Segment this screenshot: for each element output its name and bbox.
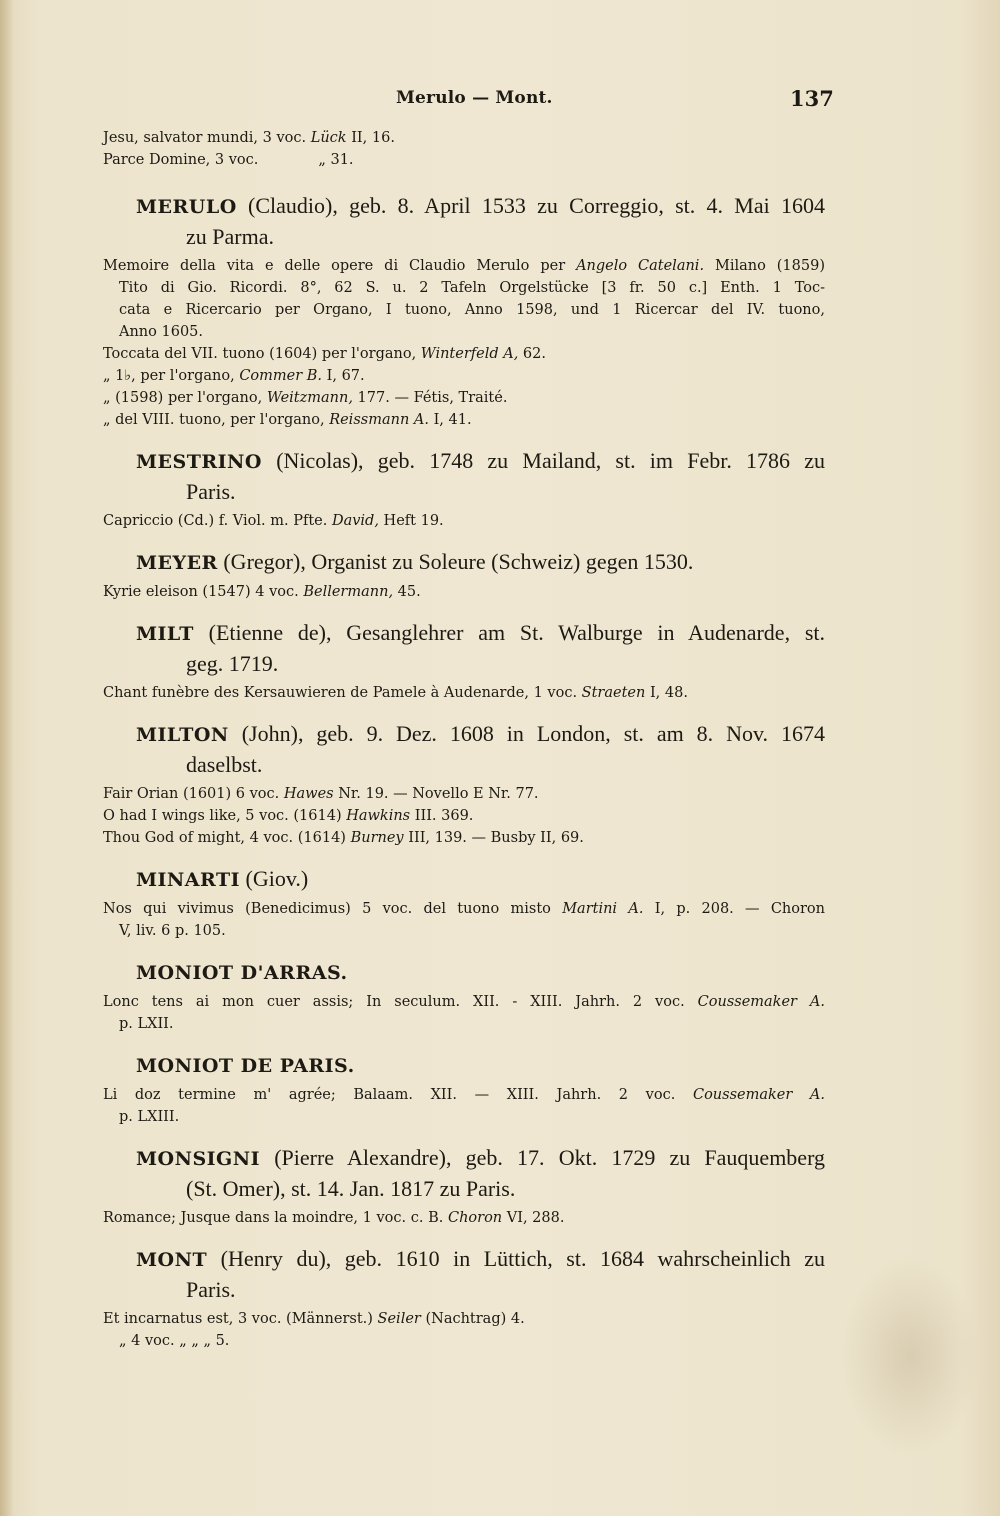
work-source: Choron (447, 1210, 503, 1226)
entry-heading (103, 446, 825, 477)
work-text: „ del VIII. tuono, per l'organo, (103, 412, 330, 428)
works-list (103, 510, 825, 532)
work-text: Capriccio (Cd.) f. Viol. m. Pfte. (103, 513, 332, 529)
composer-name: MILTON (136, 724, 229, 746)
work-line (103, 387, 825, 409)
work-line: Parce Domine, 3 voc. „ 31. (103, 152, 354, 168)
entry (103, 1244, 825, 1352)
work-line (103, 1330, 825, 1352)
work-source: Weitzmann, (266, 390, 353, 406)
works-list (103, 1308, 825, 1352)
work-line (103, 682, 825, 704)
works-list (103, 581, 825, 603)
work-text: Nos qui vivimus (Benedicimus) 5 voc. del tuono misto (103, 901, 563, 917)
composer-info: (Nicolas), geb. 1748 zu Mailand, st. im Febr. 1786 zu (261, 448, 825, 473)
work-line (103, 991, 825, 1013)
work-source: Coussemaker A. (692, 1087, 826, 1103)
work-source: Seiler (377, 1311, 421, 1327)
entry-heading-continued: daselbst. (186, 752, 263, 777)
work-source: Angelo Catelani. (576, 258, 705, 274)
work-line (103, 920, 825, 942)
work-line (103, 299, 825, 321)
entry-heading (103, 191, 825, 222)
work-line (103, 1308, 825, 1330)
composer-name: MERULO (136, 196, 237, 218)
entry-heading (103, 719, 825, 750)
work-text: p. LXIII. (119, 1109, 180, 1125)
composer-name: MESTRINO (136, 451, 262, 473)
page-number: 137 (790, 86, 834, 111)
work-line (103, 1013, 825, 1035)
work-source: Coussemaker A. (697, 994, 826, 1010)
entry-heading (103, 1050, 825, 1081)
work-text: Romance; Jusque dans la moindre, 1 voc. c. B. (103, 1210, 448, 1226)
entry-heading (103, 547, 825, 578)
works-list (103, 255, 825, 431)
work-text: Anno 1605. (119, 324, 203, 340)
work-reference: Heft 19. (378, 513, 444, 529)
composer-name: MONT (136, 1249, 208, 1271)
work-reference: Milano (1859) (704, 258, 825, 274)
work-source: Winterfeld A, (420, 346, 519, 362)
work-text: „ 1♭, per l'organo, (103, 368, 240, 384)
works-list (103, 682, 825, 704)
composer-name: MINARTI (136, 869, 241, 891)
work-text: „ 4 voc. „ „ „ 5. (119, 1333, 230, 1349)
entry-heading (103, 1143, 825, 1174)
entry (103, 864, 825, 942)
work-text: Li doz termine m' agrée; Balaam. XII. — XIII. Jahrh. 2 voc. (103, 1087, 693, 1103)
page-body (103, 127, 825, 1352)
composer-info: (Gregor), Organist zu Soleure (Schweiz) gegen 1530. (217, 549, 694, 574)
work-text: Kyrie eleison (1547) 4 voc. (103, 584, 304, 600)
composer-name: MEYER (136, 552, 218, 574)
composer-info: (Pierre Alexandre), geb. 17. Okt. 1729 zu Fauquemberg (260, 1145, 825, 1170)
composer-name: MONSIGNI (136, 1148, 261, 1170)
work-line (103, 321, 825, 343)
page-spine-shadow (0, 0, 14, 1516)
entries-list (103, 191, 825, 1352)
work-source: Burney (350, 830, 404, 846)
work-reference: Nr. 19. — Novello E Nr. 77. (333, 786, 539, 802)
entry (103, 957, 825, 1035)
work-source: Straeten (581, 685, 646, 701)
work-reference: III, 139. — Busby II, 69. (403, 830, 584, 846)
work-text: Et incarnatus est, 3 voc. (Männerst.) (103, 1311, 378, 1327)
work-text: p. LXII. (119, 1016, 174, 1032)
work-text: O had I wings like, 5 voc. (1614) (103, 808, 347, 824)
work-text: V, liv. 6 p. 105. (119, 923, 226, 939)
work-line (103, 898, 825, 920)
composer-info: (Claudio), geb. 8. April 1533 zu Correggio, st. 4. Mai 1604 (236, 193, 825, 218)
composer-name: MILT (136, 623, 194, 645)
entry-heading-continued: Paris. (186, 479, 236, 504)
composer-info: (Henry du), geb. 1610 in Lüttich, st. 1684 wahrscheinlich zu (207, 1246, 825, 1271)
work-reference: I, 41. (428, 412, 472, 428)
works-list (103, 991, 825, 1035)
composer-info: (Etienne de), Gesanglehrer am St. Walburge in Audenarde, st. (193, 620, 825, 645)
work-reference: VI, 288. (502, 1210, 565, 1226)
work-reference: 177. — Fétis, Traité. (352, 390, 508, 406)
work-reference: I, 67. (322, 368, 365, 384)
work-line: Jesu, salvator mundi, 3 voc. Lück II, 16. (103, 130, 395, 146)
work-line (103, 277, 825, 299)
work-reference: (Nachtrag) 4. (420, 1311, 525, 1327)
work-text: Lonc tens ai mon cuer assis; In seculum. XII. - XIII. Jahrh. 2 voc. (103, 994, 698, 1010)
entry (103, 618, 825, 704)
work-line (103, 409, 825, 431)
work-line (103, 1106, 825, 1128)
work-line (103, 343, 825, 365)
entry-heading (103, 1244, 825, 1275)
page-header (0, 86, 1000, 116)
work-line (103, 581, 825, 603)
entry-heading (103, 618, 825, 649)
work-line (103, 805, 825, 827)
work-source: Reissmann A. (329, 412, 429, 428)
works-list (103, 1207, 825, 1229)
composer-name: MONIOT D'ARRAS. (136, 962, 348, 984)
work-line (103, 1207, 825, 1229)
entry-heading-continued: zu Parma. (186, 224, 274, 249)
entry (103, 719, 825, 849)
work-source: David, (331, 513, 379, 529)
work-reference: 45. (393, 584, 421, 600)
work-line (103, 255, 825, 277)
work-reference: I, 48. (645, 685, 688, 701)
works-list (103, 898, 825, 942)
work-reference: 62. (518, 346, 546, 362)
page-stain (840, 1256, 980, 1456)
work-source: Hawes (283, 786, 334, 802)
work-source: Bellermann, (303, 584, 394, 600)
work-text: Tito di Gio. Ricordi. 8°, 62 S. u. 2 Tafeln Orgelstücke [3 fr. 50 c.] Enth. 1 Toc- (119, 280, 825, 296)
entry (103, 1143, 825, 1229)
works-list (103, 1084, 825, 1128)
work-text: Chant funèbre des Kersauwieren de Pamele à Audenarde, 1 voc. (103, 685, 582, 701)
entry-heading-continued: Paris. (186, 1277, 236, 1302)
work-text: Thou God of might, 4 voc. (1614) (103, 830, 351, 846)
entry-heading-continued: (St. Omer), st. 14. Jan. 1817 zu Paris. (186, 1176, 516, 1201)
entry-heading (103, 864, 825, 895)
work-line (103, 827, 825, 849)
work-source: Commer B. (239, 368, 323, 384)
work-text: „ (1598) per l'organo, (103, 390, 267, 406)
work-text: Fair Orian (1601) 6 voc. (103, 786, 284, 802)
composer-info: (John), geb. 9. Dez. 1608 in London, st. am 8. Nov. 1674 (228, 721, 825, 746)
work-source: Martini A. (562, 901, 644, 917)
work-line (103, 365, 825, 387)
work-line (103, 1084, 825, 1106)
work-source: Hawkins (346, 808, 411, 824)
work-line (103, 783, 825, 805)
work-text: cata e Ricercario per Organo, I tuono, Anno 1598, und 1 Ricercar del IV. tuono, (119, 302, 825, 318)
entry (103, 191, 825, 431)
entry-heading (103, 957, 825, 988)
work-line (103, 510, 825, 532)
entry (103, 547, 825, 603)
work-reference: I, p. 208. — Choron (643, 901, 825, 917)
work-reference: III. 369. (410, 808, 474, 824)
running-head: Merulo — Mont. (396, 88, 553, 108)
work-text: Toccata del VII. tuono (1604) per l'organo, (103, 346, 421, 362)
entry (103, 446, 825, 532)
entry (103, 1050, 825, 1128)
composer-name: MONIOT DE PARIS. (136, 1055, 355, 1077)
lead-lines (103, 127, 825, 171)
work-text: Memoire della vita e delle opere di Claudio Merulo per (103, 258, 577, 274)
works-list (103, 783, 825, 849)
composer-info: (Giov.) (240, 866, 309, 891)
entry-heading-continued: geg. 1719. (186, 651, 279, 676)
